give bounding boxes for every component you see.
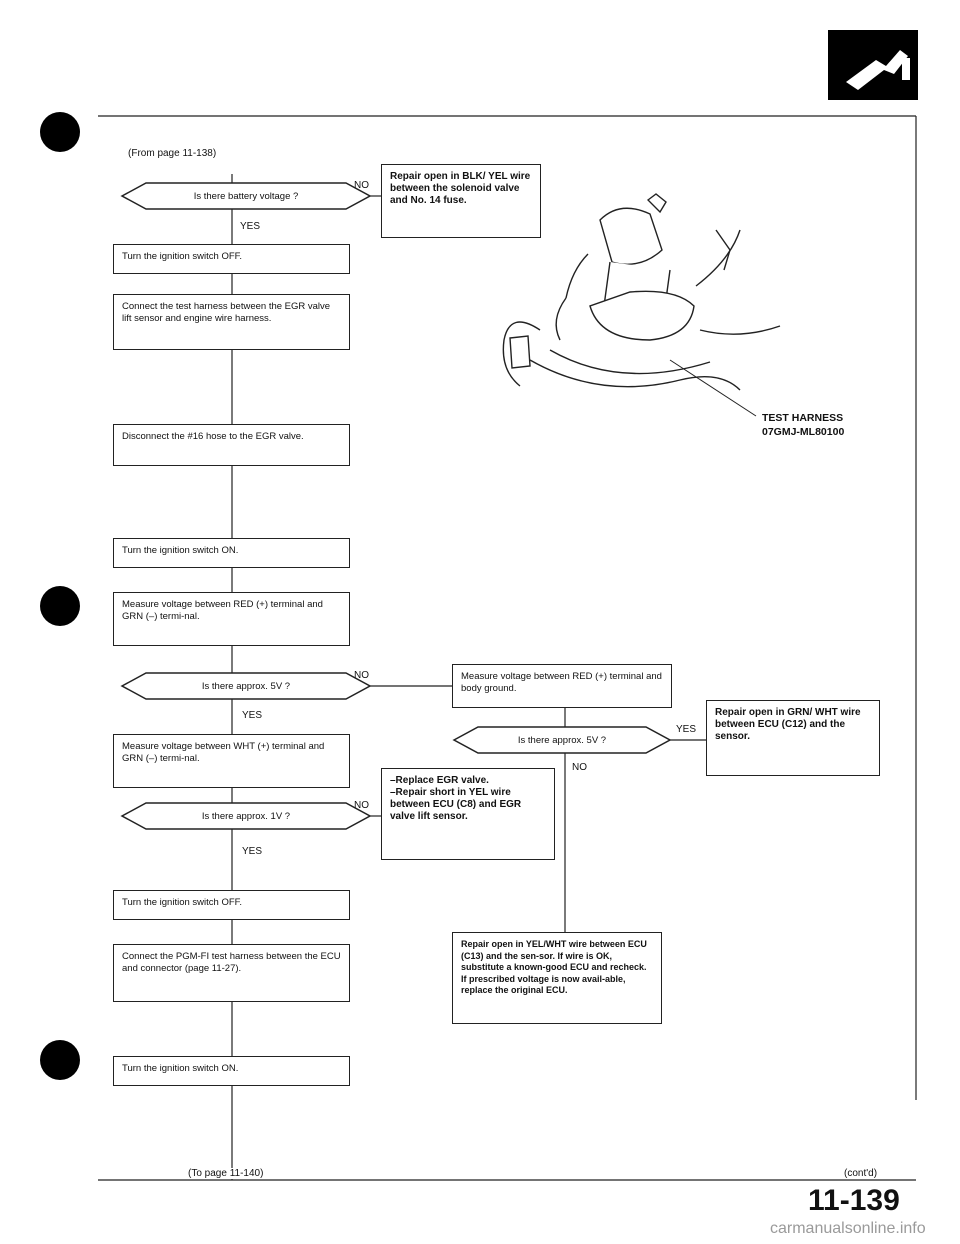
no-label: NO <box>572 762 587 773</box>
step-ignition-on-1: Turn the ignition switch ON. <box>113 538 350 568</box>
yes-label: YES <box>676 724 697 735</box>
step-measure-red-body: Measure voltage between RED (+) terminal and body ground. <box>452 664 672 708</box>
step-measure-wht-grn: Measure voltage between WHT (+) terminal and GRN (–) termi-nal. <box>113 734 350 788</box>
step-measure-red-grn: Measure voltage between RED (+) terminal and GRN (–) termi-nal. <box>113 592 350 646</box>
replace-egr-line-1: –Replace EGR valve. <box>390 775 489 786</box>
step-disconnect-hose: Disconnect the #16 hose to the EGR valve. <box>113 424 350 466</box>
test-harness-part-number: 07GMJ-ML80100 <box>762 426 845 438</box>
step-connect-pgm: Connect the PGM-FI test harness between the ECU and connector (page 11-27). <box>113 944 350 1002</box>
no-label: NO <box>354 670 369 681</box>
yes-label: YES <box>242 710 263 721</box>
to-page-note: (To page 11-140) <box>188 1168 264 1179</box>
replace-egr-box <box>381 768 555 860</box>
test-harness-label: TEST HARNESS <box>762 412 844 424</box>
replace-egr-line-2: –Repair short in YEL wire between ECU (C8) and EGR valve lift sensor. <box>390 787 522 822</box>
repair-yel-wht-box: Repair open in YEL/WHT wire between ECU (C13) and the sen-sor. If wire is OK, substitute a known-good ECU and recheck. If prescribed voltage is now avail-able, replace the original ECU. <box>452 932 662 1024</box>
step-connect-harness: Connect the test harness between the EGR valve lift sensor and engine wire harness. <box>113 294 350 350</box>
decision-battery: Is there battery voltage ? <box>193 190 299 202</box>
yes-label: YES <box>240 221 261 232</box>
yes-label: YES <box>242 846 263 857</box>
egr-valve-illustration <box>480 190 800 430</box>
contd-note: (cont'd) <box>844 1168 878 1179</box>
step-ignition-off-1: Turn the ignition switch OFF. <box>113 244 350 274</box>
page-number: 11-139 <box>808 1184 900 1217</box>
from-page-note: (From page 11-138) <box>128 148 217 159</box>
no-label: NO <box>354 180 369 191</box>
decision-1v: Is there approx. 1V ? <box>201 810 291 822</box>
repair-grn-wht-box: Repair open in GRN/ WHT wire between ECU (C12) and the sensor. <box>706 700 880 776</box>
step-ignition-on-2: Turn the ignition switch ON. <box>113 1056 350 1086</box>
watermark: carmanualsonline.info <box>770 1220 926 1237</box>
decision-5v-1: Is there approx. 5V ? <box>201 680 291 692</box>
no-label: NO <box>354 800 369 811</box>
step-ignition-off-2: Turn the ignition switch OFF. <box>113 890 350 920</box>
decision-5v-2: Is there approx. 5V ? <box>517 734 607 746</box>
repair-blk-yel-box: Repair open in BLK/ YEL wire between the solenoid valve and No. 14 fuse. <box>381 164 541 238</box>
